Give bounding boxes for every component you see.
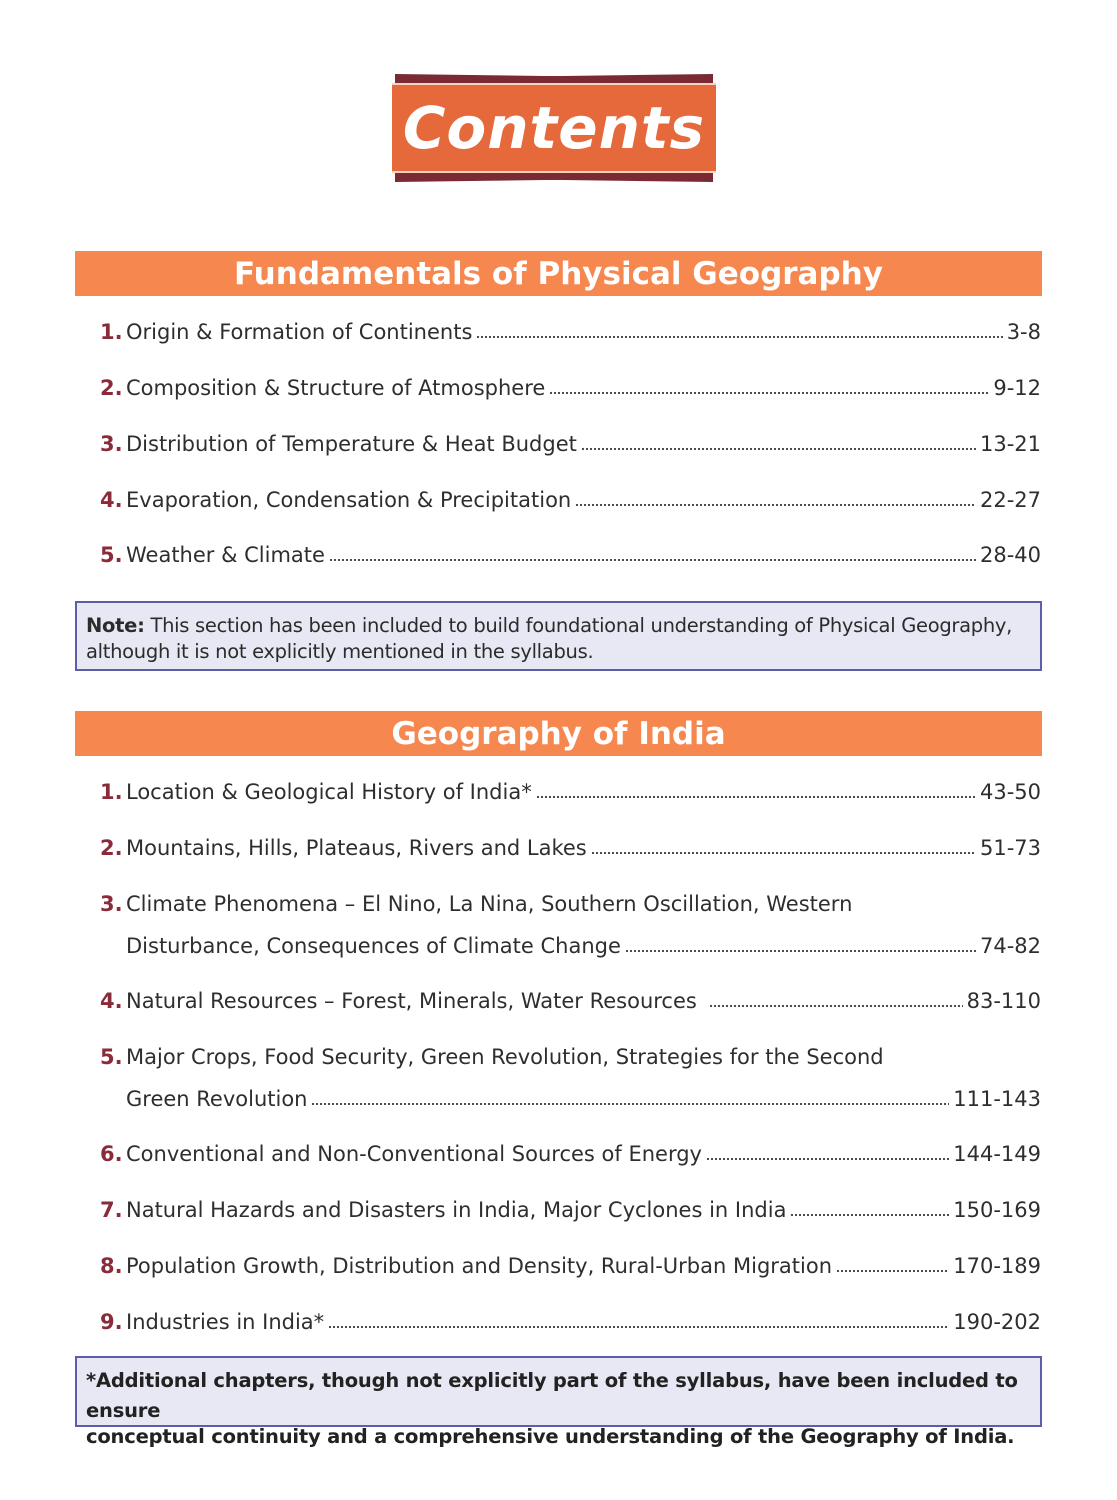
dot-leader [311, 1102, 949, 1106]
entry-title: Weather & Climate [126, 543, 325, 567]
entry-number: 5. [100, 1045, 123, 1069]
entry-pages: 190-202 [953, 1310, 1041, 1334]
entry-number: 9. [100, 1310, 123, 1334]
toc-entry-india-1[interactable] [100, 779, 1041, 805]
note-line-2: conceptual continuity and a comprehensive understanding of the Geography of India. [86, 1425, 1015, 1448]
entry-pages: 28-40 [979, 543, 1041, 567]
entry-number: 4. [100, 488, 123, 512]
toc-entry-india-8[interactable] [100, 1253, 1041, 1279]
entry-title: Population Growth, Distribution and Density, Rural-Urban Migration [126, 1254, 833, 1278]
entry-number: 3. [100, 432, 123, 456]
entry-pages: 150-169 [953, 1198, 1041, 1222]
dot-leader [836, 1269, 949, 1273]
entry-number: 8. [100, 1254, 123, 1278]
dot-leader [329, 558, 976, 562]
note-box-additional-chapters [75, 1356, 1042, 1448]
toc-entry-physical-5[interactable] [100, 542, 1041, 568]
entry-pages: 83-110 [966, 989, 1041, 1013]
entry-title: Conventional and Non-Conventional Sources of Energy [126, 1142, 702, 1166]
dot-leader [575, 503, 976, 507]
contents-title-banner [392, 74, 716, 182]
entry-title: Green Revolution [126, 1087, 308, 1111]
dot-leader [625, 949, 976, 953]
note-label: Note: [86, 614, 145, 637]
toc-entry-physical-1[interactable] [100, 319, 1041, 345]
note-line-1: *Additional chapters, though not explicitly part of the syllabus, have been included to ensure [86, 1369, 1018, 1422]
entry-number: 6. [100, 1142, 123, 1166]
dot-leader [328, 1325, 949, 1329]
entry-title: Composition & Structure of Atmosphere [126, 376, 546, 400]
entry-title-line-1: Major Crops, Food Security, Green Revolution, Strategies for the Second [126, 1045, 884, 1069]
note-line-2: although it is not explicitly mentioned in the syllabus. [86, 640, 594, 663]
entry-number: 2. [100, 836, 123, 860]
toc-entry-physical-3[interactable] [100, 431, 1041, 457]
dot-leader [591, 851, 976, 855]
section-heading-physical-geography: Fundamentals of Physical Geography [75, 251, 1042, 296]
page-title: Contents [402, 94, 706, 162]
entry-title: Distribution of Temperature & Heat Budget [126, 432, 577, 456]
dot-leader [709, 1004, 963, 1008]
section-heading-geography-of-india: Geography of India [75, 711, 1042, 756]
dot-leader [549, 391, 989, 395]
entry-number: 4. [100, 989, 123, 1013]
entry-title: Evaporation, Condensation & Precipitation [126, 488, 572, 512]
dot-leader [581, 447, 976, 451]
toc-entry-india-2[interactable] [100, 835, 1041, 861]
dot-leader [790, 1213, 949, 1217]
entry-number: 1. [100, 780, 123, 804]
title-banner-face [392, 83, 716, 173]
entry-title: Natural Hazards and Disasters in India, Major Cyclones in India [126, 1198, 787, 1222]
entry-pages: 13-21 [979, 432, 1041, 456]
entry-pages: 111-143 [953, 1087, 1041, 1111]
toc-entry-india-9[interactable] [100, 1309, 1041, 1335]
entry-number: 7. [100, 1198, 123, 1222]
entry-pages: 3-8 [1006, 320, 1041, 344]
note-text: This section has been included to build foundational understanding of Physical Geography, [144, 614, 1013, 637]
entry-pages: 74-82 [979, 934, 1041, 958]
dot-leader [706, 1157, 949, 1161]
toc-entry-india-3[interactable] [100, 891, 1041, 959]
entry-pages: 170-189 [953, 1254, 1041, 1278]
toc-entry-india-7[interactable] [100, 1197, 1041, 1223]
toc-entry-india-6[interactable] [100, 1141, 1041, 1167]
entry-number: 5. [100, 543, 123, 567]
entry-pages: 22-27 [979, 488, 1041, 512]
entry-number: 1. [100, 320, 123, 344]
entry-title: Origin & Formation of Continents [126, 320, 473, 344]
entry-title: Location & Geological History of India* [126, 780, 532, 804]
entry-pages: 51-73 [979, 836, 1041, 860]
entry-pages: 43-50 [979, 780, 1041, 804]
dot-leader [476, 335, 1002, 339]
dot-leader [536, 795, 976, 799]
entry-title: Natural Resources – Forest, Minerals, Water Resources [126, 989, 697, 1013]
toc-entry-india-4[interactable] [100, 988, 1041, 1014]
toc-entry-physical-4[interactable] [100, 487, 1041, 513]
entry-number: 2. [100, 376, 123, 400]
toc-entry-physical-2[interactable] [100, 375, 1041, 401]
entry-pages: 144-149 [953, 1142, 1041, 1166]
entry-pages: 9-12 [993, 376, 1041, 400]
toc-entry-india-5[interactable] [100, 1044, 1041, 1112]
entry-number: 3. [100, 892, 123, 916]
entry-title: Disturbance, Consequences of Climate Change [126, 934, 621, 958]
entry-title: Industries in India* [126, 1310, 325, 1334]
entry-title-line-1: Climate Phenomena – El Nino, La Nina, Southern Oscillation, Western [126, 892, 853, 916]
note-box-physical-geography [75, 601, 1042, 671]
entry-title: Mountains, Hills, Plateaus, Rivers and Lakes [126, 836, 587, 860]
